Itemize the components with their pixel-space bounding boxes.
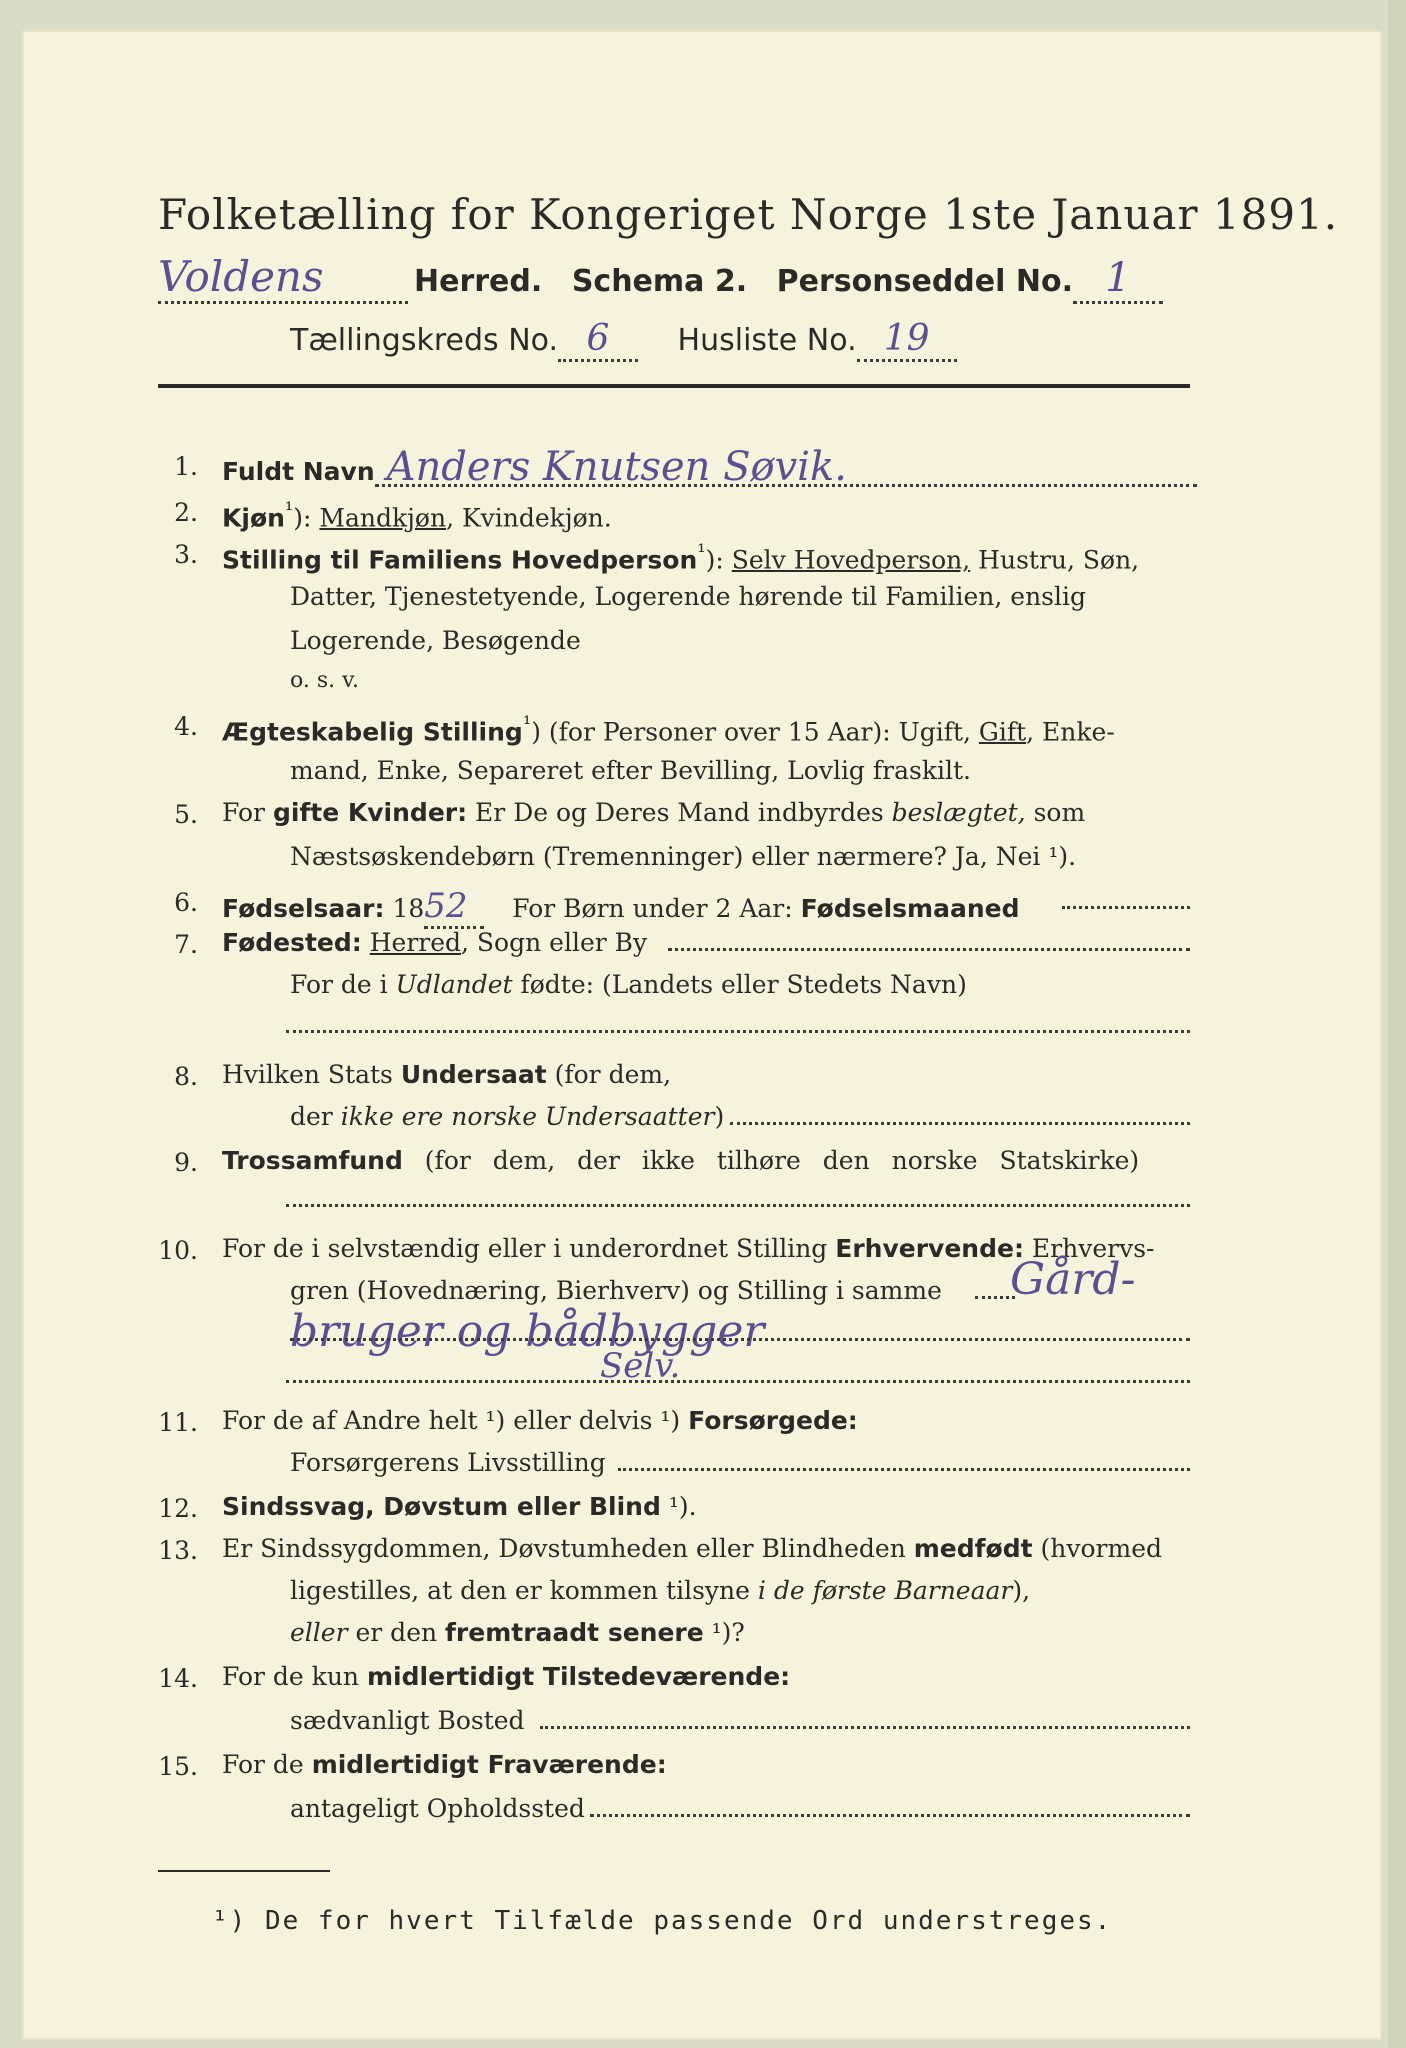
kreds-line [290, 318, 957, 362]
q13-line2-a: ligestilles, at den er kommen tilsyne [290, 1576, 758, 1605]
personseddel-label: Personseddel No. [776, 264, 1073, 299]
q10-answer-line-2 [286, 1380, 1190, 1383]
q3-row [222, 540, 1139, 574]
q8-label: Undersaat [400, 1060, 547, 1089]
page-edge [1388, 0, 1406, 2048]
q10-handwritten-2: bruger og bådbygger [290, 1306, 765, 1357]
q5-row [222, 798, 1085, 827]
q9-label: Trossamfund [222, 1146, 403, 1175]
q13-line3 [290, 1618, 745, 1647]
q13-line2-italic: i de første Barneaar [757, 1576, 1013, 1605]
q11-answer-line [618, 1468, 1190, 1471]
q13-label2: fremtraadt senere [445, 1618, 704, 1647]
q5-line2: Næstsøskendebørn (Tremenninger) eller nærmere? Ja, Nei ¹). [290, 842, 1077, 871]
q10-handwritten-3: Selv. [600, 1346, 681, 1386]
q3-line3: Logerende, Besøgende [290, 626, 581, 655]
q4-text-a: ) (for Personer over 15 Aar): Ugift, [531, 717, 979, 747]
q7-line [668, 948, 1190, 951]
q2-row [222, 498, 612, 532]
herred-line [158, 252, 1163, 304]
q13-line3-b: ¹)? [703, 1618, 745, 1647]
q9-answer-line [286, 1204, 1190, 1207]
q6-label: Fødselsaar: [222, 894, 385, 923]
q3-text-a: ): [705, 545, 732, 575]
q6-year-prefix: 18 [384, 894, 425, 923]
q10-text: Erhvervs- [1023, 1234, 1155, 1263]
q11-label: Forsørgede: [688, 1406, 858, 1435]
q1-name-handwritten: Anders Knutsen Søvik. [375, 450, 1197, 487]
q12-text: ¹). [660, 1492, 697, 1521]
q8-line2-italic: ikke ere norske Undersaatter [340, 1102, 715, 1131]
q7-line2-b: fødte: (Landets eller Stedets Navn) [512, 970, 967, 999]
footnote: ¹) De for hvert Tilfælde passende Ord understreges. [212, 1906, 1113, 1936]
kreds-number: 6 [558, 318, 638, 362]
q10-pre: For de i selvstændig eller i underordnet Stilling [222, 1234, 836, 1263]
q10-label: Erhvervende: [835, 1234, 1024, 1263]
q10-answer-line-1 [290, 1338, 1190, 1341]
q11-number: 11. [158, 1408, 198, 1437]
q8-answer-line [730, 1122, 1190, 1125]
q7-number: 7. [174, 930, 198, 959]
q6-label-month: Fødselsmaaned [800, 894, 1020, 923]
q5-pre: For [222, 798, 273, 827]
q6-row [222, 886, 1019, 929]
q14-number: 14. [158, 1664, 198, 1693]
q10-line2: gren (Hovednæring, Bierhverv) og Stilling i samme [290, 1276, 942, 1305]
q4-line2: mand, Enke, Separeret efter Bevilling, Lovlig fraskilt. [290, 756, 971, 785]
q5-text-a: Er De og Deres Mand indbyrdes [467, 798, 892, 827]
q7-option-herred: Herred [369, 928, 462, 957]
q2-label: Kjøn [222, 503, 285, 533]
q4-option-gift: Gift [978, 717, 1027, 747]
q14-label: midlertidigt Tilstedeværende: [366, 1662, 791, 1691]
q3-text-b: Hustru, Søn, [970, 545, 1140, 575]
husliste-number: 19 [857, 318, 957, 362]
q14-line2: sædvanligt Bosted [290, 1706, 525, 1735]
kreds-label: Tællingskreds No. [290, 323, 558, 358]
q13-number: 13. [158, 1536, 198, 1565]
q3-number: 3. [174, 540, 198, 569]
q12-label: Sindssvag, Døvstum eller Blind [222, 1492, 661, 1521]
q3-label: Stilling til Familiens Hovedperson [222, 545, 698, 575]
q13-line2 [290, 1576, 1030, 1605]
personseddel-number: 1 [1073, 255, 1163, 304]
q4-text-b: , Enke- [1026, 717, 1115, 747]
q9-number: 9. [174, 1148, 198, 1177]
q2-option-mandkjon: Mandkjøn [319, 503, 447, 533]
q2-text-b: , Kvindekjøn. [446, 503, 612, 533]
q1-number: 1. [174, 452, 198, 481]
q6-text: For Børn under 2 Aar: [512, 894, 801, 923]
q10-handwritten-1: Gård- [1010, 1254, 1136, 1305]
q10-number: 10. [158, 1236, 198, 1265]
husliste-label: Husliste No. [677, 323, 857, 358]
q4-number: 4. [174, 712, 198, 741]
footnote-rule [158, 1870, 330, 1872]
q1-row [222, 444, 1197, 490]
q7-text: , Sogn eller By [461, 928, 648, 957]
q12-row [222, 1492, 697, 1521]
q13-text: (hvormed [1032, 1534, 1162, 1563]
schema-label: Schema 2. [571, 264, 748, 299]
q14-row [222, 1662, 790, 1691]
q7-answer-line [286, 1030, 1190, 1033]
q7-line2 [290, 970, 967, 999]
q15-row [222, 1750, 667, 1779]
q8-number: 8. [174, 1062, 198, 1091]
q9-text: (for dem, der ikke tilhøre den norske Statskirke) [402, 1146, 1140, 1175]
q15-answer-line [590, 1814, 1190, 1817]
q5-text-b: som [1025, 798, 1086, 827]
q4-label: Ægteskabelig Stilling [222, 717, 523, 747]
q13-row [222, 1534, 1162, 1563]
q1-label: Fuldt Navn [222, 457, 375, 486]
q13-pre: Er Sindssygdommen, Døvstumheden eller Blindheden [222, 1534, 914, 1563]
q10-line2-dots [975, 1296, 1015, 1299]
q2-text-a: ): [293, 503, 320, 533]
q15-line2: antageligt Opholdssted [290, 1794, 585, 1823]
q8-pre: Hvilken Stats [222, 1060, 401, 1089]
q6-month-line [1062, 906, 1190, 909]
q9-row [222, 1146, 1139, 1175]
herred-handwritten: Voldens [158, 252, 408, 304]
q5-number: 5. [174, 800, 198, 829]
q15-number: 15. [158, 1752, 198, 1781]
q8-line2-b: ) [714, 1102, 725, 1131]
q13-label: medfødt [913, 1534, 1033, 1563]
q11-line2: Forsørgerens Livsstilling [290, 1448, 606, 1477]
q12-number: 12. [158, 1494, 198, 1523]
q2-sup: ¹ [284, 498, 294, 522]
q5-italic: beslægtet, [891, 798, 1026, 827]
q4-sup: ¹ [522, 712, 532, 736]
q4-row [222, 712, 1115, 746]
q6-year-handwritten: 52 [424, 886, 484, 929]
q15-pre: For de [222, 1750, 312, 1779]
form-title: Folketælling for Kongeriget Norge 1ste Januar 1891. [158, 190, 1339, 239]
q3-option-selv: Selv Hovedperson, [731, 545, 971, 575]
q7-label: Fødested: [222, 928, 362, 957]
header-rule [158, 384, 1190, 388]
q7-row [222, 928, 647, 957]
q11-row [222, 1406, 858, 1435]
q8-row [222, 1060, 671, 1089]
herred-label: Herred. [414, 264, 543, 299]
q3-sup: ¹ [697, 540, 706, 564]
q2-number: 2. [174, 498, 198, 527]
q3-line2: Datter, Tjenestetyende, Logerende hørende til Familien, enslig [290, 582, 1087, 611]
q14-pre: For de kun [222, 1662, 367, 1691]
q14-answer-line [540, 1726, 1190, 1729]
q7-line2-italic: Udlandet [395, 970, 513, 999]
q13-line3-a: er den [347, 1618, 446, 1647]
q13-line3-italic: eller [290, 1618, 348, 1647]
q5-label: gifte Kvinder: [272, 798, 468, 827]
q8-line2 [290, 1102, 724, 1131]
q15-label: midlertidigt Fraværende: [311, 1750, 667, 1779]
q13-line2-b: ), [1012, 1576, 1031, 1605]
q11-pre: For de af Andre helt ¹) eller delvis ¹) [222, 1406, 689, 1435]
q7-line2-a: For de i [290, 970, 396, 999]
q3-line4: o. s. v. [290, 668, 359, 693]
q8-line2-a: der [290, 1102, 341, 1131]
q6-number: 6. [174, 888, 198, 917]
q8-text: (for dem, [546, 1060, 672, 1089]
